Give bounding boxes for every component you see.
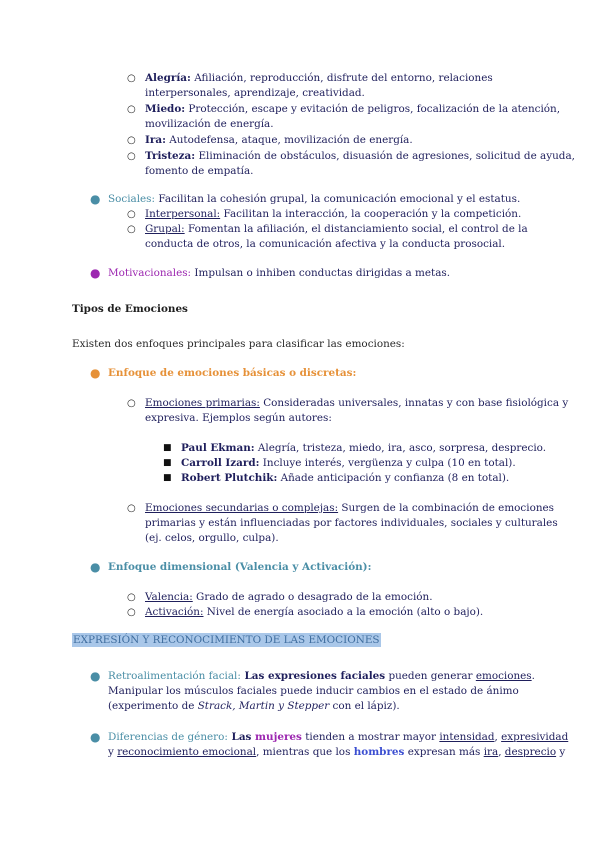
circle-bullet-icon: ○ <box>127 135 136 146</box>
text: Nivel de energía asociado a la emoción (alto o bajo). <box>203 606 484 618</box>
term: Emociones secundarias o complejas: <box>145 502 339 514</box>
list-item-primarias-cont: expresiva. Ejemplos según autores: <box>145 412 332 424</box>
underlined-text: intensidad <box>439 731 495 743</box>
list-item-miedo <box>145 102 560 117</box>
square-bullet-icon: ■ <box>163 443 172 453</box>
underlined-text: reconocimiento emocional <box>117 746 257 758</box>
text: Las <box>227 731 256 743</box>
list-item-genero-cont <box>108 745 565 760</box>
circle-bullet-icon: ○ <box>127 224 136 235</box>
circle-bullet-icon: ○ <box>127 73 136 84</box>
square-bullet-icon: ■ <box>163 473 172 483</box>
term: Miedo: <box>145 103 186 115</box>
label: Motivacionales: <box>108 267 192 279</box>
text: Fomentan la afiliación, el distanciamiento social, el control de la <box>184 223 528 235</box>
list-item-tristeza-cont: fomento de empatía. <box>145 165 254 177</box>
list-item-sociales <box>108 192 520 207</box>
text: pueden generar <box>385 670 476 682</box>
list-item-secundarias-cont: (ej. celos, orgullo, culpa). <box>145 532 279 544</box>
list-item-interpersonal <box>145 207 521 222</box>
dot-bullet-icon: ● <box>90 730 101 744</box>
highlighted-title: EXPRESIÓN Y RECONOCIMIENTO DE LAS EMOCIONES <box>73 634 380 646</box>
list-item-retroalimentacion <box>108 669 535 684</box>
text: Grado de agrado o desagrado de la emoción. <box>192 591 433 603</box>
dimensional-heading: Enfoque dimensional (Valencia y Activación): <box>108 561 372 573</box>
circle-bullet-icon: ○ <box>127 592 136 603</box>
list-item-retroalimentacion-cont: Manipular los músculos faciales puede inducir cambios en el estado de ánimo <box>108 685 519 697</box>
text: , mientras que los <box>256 746 354 758</box>
term: Interpersonal: <box>145 208 221 220</box>
circle-bullet-icon: ○ <box>127 398 136 409</box>
text: . <box>531 670 535 682</box>
text: y <box>556 746 566 758</box>
list-item-tristeza <box>145 149 575 164</box>
term: Emociones primarias: <box>145 397 260 409</box>
dot-bullet-icon: ● <box>90 192 101 206</box>
circle-bullet-icon: ○ <box>127 607 136 618</box>
dot-bullet-icon: ● <box>90 266 101 280</box>
text: Facilitan la cohesión grupal, la comunicación emocional y el estatus. <box>155 193 521 205</box>
circle-bullet-icon: ○ <box>127 104 136 115</box>
circle-bullet-icon: ○ <box>127 209 136 220</box>
label: Sociales: <box>108 193 156 205</box>
dot-bullet-icon: ● <box>90 366 101 380</box>
term: Ira: <box>145 134 166 146</box>
author-text: Añade anticipación y confianza (8 en total). <box>277 472 510 484</box>
term: Alegría: <box>145 72 191 84</box>
term: Activación: <box>145 606 204 618</box>
basic-approach-heading: Enfoque de emociones básicas o discretas: <box>108 367 357 379</box>
author-name: Robert Plutchik: <box>181 472 278 484</box>
text: Consideradas universales, innatas y con base fisiológica y <box>259 397 569 409</box>
label: Retroalimentación facial: <box>108 670 241 682</box>
list-item-ira <box>145 133 413 148</box>
hombres-text: hombres <box>353 746 405 758</box>
text: Impulsan o inhiben conductas dirigidas a metas. <box>191 267 451 279</box>
author-text: Incluye interés, vergüenza y culpa (10 en total). <box>259 457 516 469</box>
list-item-alegria <box>145 71 493 86</box>
text: , <box>494 731 502 743</box>
list-item-primarias <box>145 396 568 411</box>
list-item-alegria-cont: interpersonales, aprendizaje, creatividad. <box>145 87 365 99</box>
text: (experimento de <box>108 700 198 712</box>
mujeres-text: mujeres <box>255 731 302 743</box>
section-heading: Tipos de Emociones <box>72 303 188 315</box>
list-item-retroalimentacion-cont <box>108 699 400 714</box>
list-item-secundarias-cont: primarias y están influenciadas por factores individuales, sociales y culturales <box>145 517 558 529</box>
author-item <box>181 471 509 486</box>
underlined-text: ira <box>483 746 499 758</box>
dot-bullet-icon: ● <box>90 560 101 574</box>
text: Protección, escape y evitación de peligros, focalización de la atención, <box>185 103 561 115</box>
author-name: Carroll Izard: <box>181 457 260 469</box>
square-bullet-icon: ■ <box>163 458 172 468</box>
underlined-text: emociones <box>475 670 532 682</box>
author-item <box>181 456 516 471</box>
list-item-grupal <box>145 222 528 237</box>
intro-text: Existen dos enfoques principales para clasificar las emociones: <box>72 338 405 350</box>
dot-bullet-icon: ● <box>90 669 101 683</box>
italic-text: Strack, Martin y Stepper <box>197 700 330 712</box>
text: Afiliación, reproducción, disfrute del entorno, relaciones <box>190 72 493 84</box>
author-item <box>181 441 546 456</box>
list-item-motivacionales <box>108 266 450 281</box>
term: Tristeza: <box>145 150 196 162</box>
underlined-text: expresividad <box>501 731 569 743</box>
text: , <box>498 746 505 758</box>
text: Facilitan la interacción, la cooperación y la competición. <box>220 208 522 220</box>
text: tienden a mostrar mayor <box>301 731 440 743</box>
label: Diferencias de género: <box>108 731 228 743</box>
section-title <box>72 633 381 648</box>
author-name: Paul Ekman: <box>181 442 255 454</box>
text: Autodefensa, ataque, movilización de energía. <box>165 134 413 146</box>
text: y <box>108 746 118 758</box>
text: expresan más <box>404 746 484 758</box>
underlined-text: desprecio <box>504 746 557 758</box>
list-item-genero <box>108 730 568 745</box>
author-text: Alegría, tristeza, miedo, ira, asco, sorpresa, desprecio. <box>254 442 547 454</box>
text: con el lápiz). <box>329 700 400 712</box>
list-item-activacion <box>145 605 483 620</box>
text: Surgen de la combinación de emociones <box>338 502 555 514</box>
list-item-secundarias <box>145 501 554 516</box>
term: Valencia: <box>145 591 193 603</box>
term: Grupal: <box>145 223 185 235</box>
text: Eliminación de obstáculos, disuasión de agresiones, solicitud de ayuda, <box>195 150 575 162</box>
circle-bullet-icon: ○ <box>127 503 136 514</box>
list-item-miedo-cont: movilización de energía. <box>145 118 274 130</box>
list-item-valencia <box>145 590 433 605</box>
list-item-grupal-cont: conducta de otros, la comunicación afectiva y la conducta prosocial. <box>145 238 506 250</box>
circle-bullet-icon: ○ <box>127 151 136 162</box>
bold-text: Las expresiones faciales <box>240 670 386 682</box>
